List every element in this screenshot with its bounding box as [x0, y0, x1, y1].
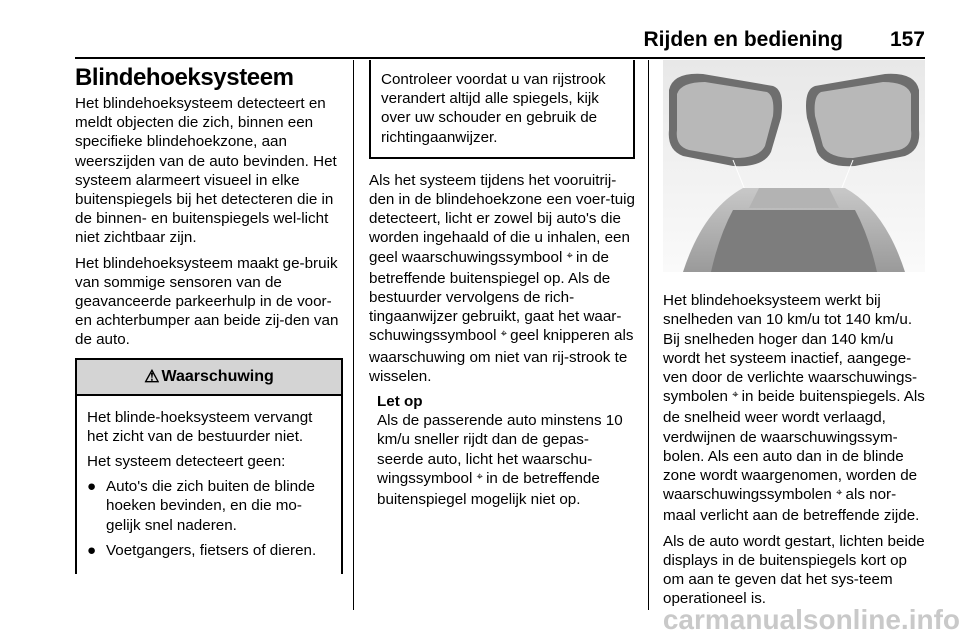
note-box	[369, 60, 635, 159]
chapter-title: Rijden en bediening	[643, 28, 843, 51]
blind-spot-warning-icon: ⌖	[566, 249, 572, 262]
speed-paragraph: Het blindehoeksysteem werkt bij snelheden van 10 km/u tot 140 km/u. Bij snelheden hoger dan 140 km/u wordt het systeem inactief, aangege-ven door de verlichte waarschuwings-symbolen ⌖ in beide buitenspiegels. Als de snelheid weer wordt verlaagd, verdwijnen de waarschuwingssym-bolen. Als een auto dan in de blinde zone wordt waargenomen, worden de waarschuwingssymbolen ⌖ als nor-maal verlicht aan de betreffende zijde.	[663, 292, 925, 525]
warning-label: Waarschuwing	[161, 368, 274, 386]
sensor-paragraph: Het blindehoeksysteem maakt ge-bruik van sommige sensoren van de geavanceerde parkeerhulp in de voor- en achterbumper aan beide zij-den van de auto.	[75, 254, 339, 349]
note-title: Let op	[377, 393, 423, 411]
header-rule	[75, 57, 925, 59]
warning-box	[75, 358, 343, 574]
column-3	[663, 60, 925, 614]
bullet-icon: ●	[87, 541, 97, 559]
bullet-icon: ●	[87, 478, 97, 496]
startup-paragraph: Als de auto wordt gestart, lichten beide displays in de buitenspiegels kort op om aan te geven dat het sys-teem operationeel is.	[663, 532, 925, 608]
list-item: ● Voetgangers, fietsers of dieren.	[87, 541, 317, 559]
note-body: Als de passerende auto minstens 10 km/u sneller rijdt dan de gepas-seerde auto, licht het waarschu-wingssymbool ⌖ in de betreffende buitenspiegel mogelijk niet op.	[377, 412, 623, 509]
warning-header	[77, 358, 341, 396]
warning-text-1: Het blinde-hoeksysteem vervangt het zicht van de bestuurder niet.	[87, 408, 313, 445]
column-divider-1	[353, 60, 354, 610]
list-item: ● Auto's die zich buiten de blinde hoeken bevinden, en die mo-gelijk snel naderen.	[87, 478, 315, 534]
blind-spot-warning-icon: ⌖	[476, 470, 482, 483]
blind-spot-warning-icon: ⌖	[500, 328, 506, 341]
blind-spot-warning-icon: ⌖	[836, 487, 842, 500]
column-1	[75, 60, 343, 574]
page-header	[75, 26, 925, 58]
mirror-illustration	[663, 60, 925, 272]
watermark: carmanualsonline.info	[662, 604, 960, 635]
blind-spot-warning-icon: ⌖	[732, 389, 738, 402]
note-let-op	[369, 392, 635, 509]
section-title: Blindehoeksysteem	[75, 64, 294, 91]
intro-paragraph: Het blindehoeksysteem detecteert en meldt objecten die zich, binnen een specifieke blindehoekzone, aan weerszijden van de auto bevinden. Het systeem alarmeert visueel in elke buitenspiegels bij het detecteren die in de binnen- en buitenspiegels wel-licht niet zichtbaar zijn.	[75, 95, 337, 247]
column-divider-2	[648, 60, 649, 610]
note-text: Controleer voordat u van rijstrook verandert altijd alle spiegels, kijk over uw schouder en gebruik de richtingaanwijzer.	[381, 71, 606, 146]
warning-text-2: Het systeem detecteert geen:	[87, 453, 286, 471]
page-number: 157	[889, 28, 925, 51]
column-2	[369, 60, 635, 515]
detection-paragraph: Als het systeem tijdens het vooruitrij-den in de blindehoekzone een voer-tuig detecteert, licht er zowel bij auto's die worden ingehaald of die u inhalen, een geel waarschuwingssymbool ⌖ in de betreffende buitenspiegel op. Als de bestuurder vervolgens de rich-tingaanwijzer gebruikt, gaat het waar-schuwingssymbool ⌖ geel knipperen als waarschuwing om niet van rij-strook te wisselen.	[369, 171, 635, 385]
warning-list	[87, 477, 331, 560]
warning-icon: ⚠	[144, 367, 160, 387]
warning-body	[77, 396, 341, 574]
